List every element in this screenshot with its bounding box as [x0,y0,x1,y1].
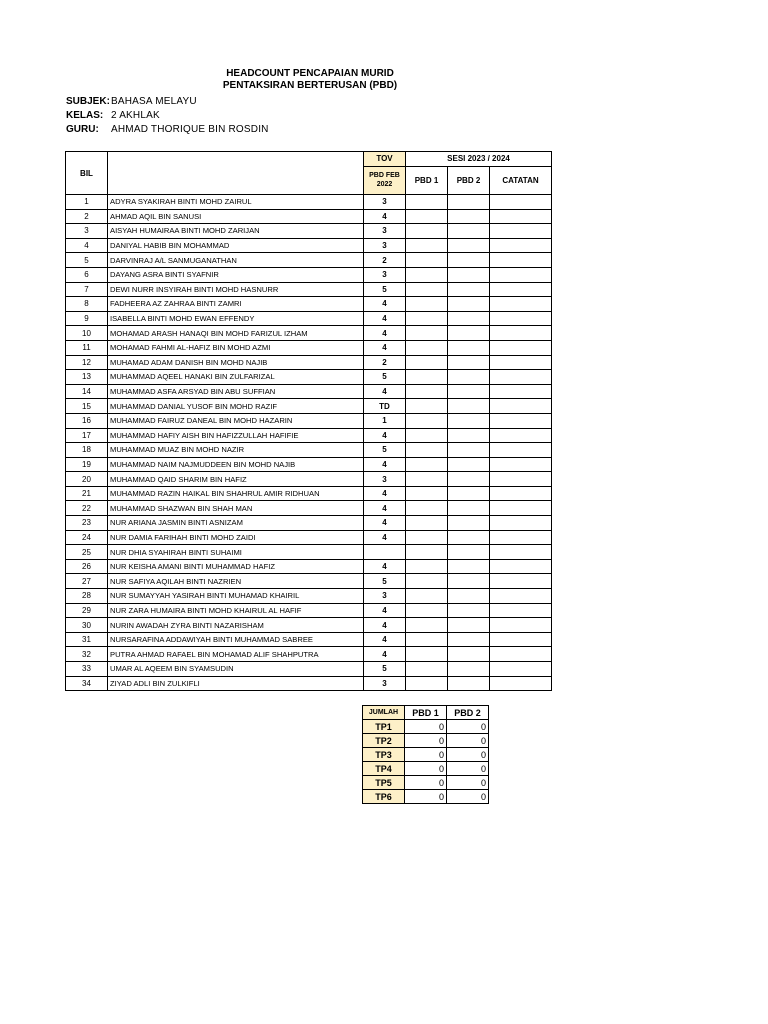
table-row [66,355,552,370]
catatan-cell[interactable] [490,370,552,385]
table-row [66,589,552,604]
table-row [66,326,552,341]
guru-value: AHMAD THORIQUE BIN ROSDIN [111,124,269,135]
row-number: 17 [66,428,108,443]
table-row [66,370,552,385]
pbd2-cell[interactable] [448,195,490,210]
student-name: NUR ARIANA JASMIN BINTI ASNIZAM [108,516,364,531]
summary-row [363,790,489,804]
row-number: 4 [66,238,108,253]
student-name: AISYAH HUMAIRAA BINTI MOHD ZARIJAN [108,224,364,239]
pbd2-cell[interactable] [448,457,490,472]
summary-pbd2-value: 0 [447,748,489,762]
student-name: NURSARAFINA ADDAWIYAH BINTI MUHAMMAD SABREE [108,632,364,647]
catatan-cell[interactable] [490,399,552,414]
catatan-cell[interactable] [490,530,552,545]
student-name: MUHAMMAD AQEEL HANAKI BIN ZULFARIZAL [108,370,364,385]
table-row [66,224,552,239]
pbd2-cell[interactable] [448,384,490,399]
row-number: 15 [66,399,108,414]
tov-score: 5 [364,443,406,458]
tov-score: 5 [364,282,406,297]
row-number: 33 [66,662,108,677]
summary-row [363,720,489,734]
row-number: 28 [66,589,108,604]
subjek-value: BAHASA MELAYU [111,96,197,107]
pbd2-cell[interactable] [448,486,490,501]
tov-score: 4 [364,530,406,545]
table-row [66,209,552,224]
row-number: 10 [66,326,108,341]
table-row [66,545,552,560]
tov-score: 4 [364,618,406,633]
summary-pbd1-header: PBD 1 [405,706,447,720]
student-name: MUHAMMAD DANIAL YUSOF BIN MOHD RAZIF [108,399,364,414]
pbd1-cell[interactable] [406,662,448,677]
student-name: NUR ZARA HUMAIRA BINTI MOHD KHAIRUL AL HAFIF [108,603,364,618]
row-number: 22 [66,501,108,516]
catatan-cell[interactable] [490,238,552,253]
row-number: 14 [66,384,108,399]
guru-label: GURU: [66,124,99,135]
row-number: 8 [66,297,108,312]
pbd1-cell[interactable] [406,618,448,633]
pbd2-cell[interactable] [448,413,490,428]
summary-pbd2-value: 0 [447,720,489,734]
student-name: MOHAMAD ARASH HANAQI BIN MOHD FARIZUL IZHAM [108,326,364,341]
table-row [66,340,552,355]
subjek-label: SUBJEK: [66,96,110,107]
table-row [66,238,552,253]
pbd-feb-line-2: 2022 [376,181,393,189]
student-name: MUHAMMAD FAIRUZ DANEAL BIN MOHD HAZARIN [108,413,364,428]
table-row [66,311,552,326]
catatan-cell[interactable] [490,632,552,647]
table-row [66,457,552,472]
catatan-cell[interactable] [490,574,552,589]
pbd1-cell[interactable] [406,384,448,399]
name-header [108,152,364,195]
table-row [66,297,552,312]
catatan-cell[interactable] [490,662,552,677]
pbd1-cell[interactable] [406,603,448,618]
student-name: MUHAMMAD ASFA ARSYAD BIN ABU SUFFIAN [108,384,364,399]
student-name: MUHAMAD ADAM DANISH BIN MOHD NAJIB [108,355,364,370]
pbd1-cell[interactable] [406,253,448,268]
pbd1-cell[interactable] [406,559,448,574]
pbd2-cell[interactable] [448,267,490,282]
catatan-cell[interactable] [490,443,552,458]
student-name: NURIN AWADAH ZYRA BINTI NAZARISHAM [108,618,364,633]
tp-label: TP1 [363,720,405,734]
pbd2-cell[interactable] [448,603,490,618]
row-number: 25 [66,545,108,560]
pbd2-cell[interactable] [448,399,490,414]
student-name: DAYANG ASRA BINTI SYAFNIR [108,267,364,282]
pbd1-cell[interactable] [406,238,448,253]
summary-header-row [363,706,489,720]
summary-pbd1-value: 0 [405,776,447,790]
kelas-value: 2 AKHLAK [111,110,160,121]
pbd2-cell[interactable] [448,559,490,574]
row-number: 13 [66,370,108,385]
pbd1-cell[interactable] [406,530,448,545]
row-number: 9 [66,311,108,326]
subjek-row [66,96,197,107]
tov-score: 4 [364,486,406,501]
pbd1-cell[interactable] [406,545,448,560]
title-line-2: PENTAKSIRAN BERTERUSAN (PBD) [222,80,398,91]
catatan-cell[interactable] [490,516,552,531]
pbd2-cell[interactable] [448,297,490,312]
table-row [66,443,552,458]
pbd1-cell[interactable] [406,501,448,516]
catatan-cell[interactable] [490,501,552,516]
student-name: MUHAMMAD HAFIY AISH BIN HAFIZZULLAH HAFIFIE [108,428,364,443]
pbd2-cell[interactable] [448,545,490,560]
catatan-cell[interactable] [490,297,552,312]
summary-pbd2-header: PBD 2 [447,706,489,720]
row-number: 3 [66,224,108,239]
pbd1-cell[interactable] [406,472,448,487]
row-number: 24 [66,530,108,545]
document-title [0,68,620,92]
tov-score: 2 [364,253,406,268]
table-row [66,195,552,210]
tov-score: 3 [364,589,406,604]
kelas-row [66,110,160,121]
pbd1-cell[interactable] [406,413,448,428]
pbd1-cell[interactable] [406,209,448,224]
student-name: FADHEERA AZ ZAHRAA BINTI ZAMRI [108,297,364,312]
pbd1-cell[interactable] [406,267,448,282]
table-row [66,559,552,574]
table-row [66,384,552,399]
pbd2-cell[interactable] [448,326,490,341]
tov-score: 4 [364,311,406,326]
table-row [66,676,552,691]
tov-score: 4 [364,384,406,399]
row-number: 31 [66,632,108,647]
catatan-cell[interactable] [490,282,552,297]
student-name: NUR SUMAYYAH YASIRAH BINTI MUHAMAD KHAIRIL [108,589,364,604]
pbd2-cell[interactable] [448,370,490,385]
tov-score: 3 [364,267,406,282]
student-name: NUR SAFIYA AQILAH BINTI NAZRIEN [108,574,364,589]
tp-label: TP5 [363,776,405,790]
pbd1-cell[interactable] [406,457,448,472]
catatan-cell[interactable] [490,224,552,239]
catatan-cell[interactable] [490,472,552,487]
table-row [66,603,552,618]
tov-score: 1 [364,413,406,428]
summary-pbd2-value: 0 [447,776,489,790]
tp-label: TP6 [363,790,405,804]
summary-pbd1-value: 0 [405,790,447,804]
catatan-cell[interactable] [490,559,552,574]
table-row [66,632,552,647]
student-name: MUHAMMAD SHAZWAN BIN SHAH MAN [108,501,364,516]
pbd1-cell[interactable] [406,224,448,239]
catatan-cell[interactable] [490,413,552,428]
row-number: 18 [66,443,108,458]
table-row [66,501,552,516]
student-name: AHMAD AQIL BIN SANUSI [108,209,364,224]
row-number: 7 [66,282,108,297]
summary-pbd1-value: 0 [405,734,447,748]
table-row [66,662,552,677]
tov-score: 5 [364,662,406,677]
row-number: 20 [66,472,108,487]
row-number: 30 [66,618,108,633]
pbd1-cell[interactable] [406,355,448,370]
pbd2-cell[interactable] [448,253,490,268]
tov-score: 2 [364,355,406,370]
row-number: 26 [66,559,108,574]
catatan-cell[interactable] [490,676,552,691]
pbd1-cell[interactable] [406,297,448,312]
row-number: 32 [66,647,108,662]
summary-pbd2-value: 0 [447,734,489,748]
summary-row [363,762,489,776]
summary-pbd2-value: 0 [447,762,489,776]
catatan-cell[interactable] [490,253,552,268]
tov-score: 3 [364,472,406,487]
tov-header: TOV [364,152,406,167]
table-row [66,282,552,297]
pbd2-cell[interactable] [448,282,490,297]
pbd2-cell[interactable] [448,340,490,355]
summary-table [362,705,489,804]
pbd2-cell[interactable] [448,472,490,487]
student-name: DEWI NURR INSYIRAH BINTI MOHD HASNURR [108,282,364,297]
pbd1-cell[interactable] [406,340,448,355]
row-number: 16 [66,413,108,428]
student-name: ZIYAD ADLI BIN ZULKIFLI [108,676,364,691]
tov-score: 3 [364,195,406,210]
table-row [66,413,552,428]
row-number: 11 [66,340,108,355]
tp-label: TP3 [363,748,405,762]
table-row [66,574,552,589]
catatan-cell[interactable] [490,209,552,224]
catatan-cell[interactable] [490,545,552,560]
student-name: ADYRA SYAKIRAH BINTI MOHD ZAIRUL [108,195,364,210]
student-name: DANIYAL HABIB BIN MOHAMMAD [108,238,364,253]
summary-row [363,748,489,762]
pbd2-cell[interactable] [448,618,490,633]
student-name: UMAR AL AQEEM BIN SYAMSUDIN [108,662,364,677]
table-row [66,253,552,268]
pbd2-cell[interactable] [448,238,490,253]
pbd2-cell[interactable] [448,355,490,370]
tov-score: 4 [364,632,406,647]
tov-score: 4 [364,501,406,516]
catatan-cell[interactable] [490,311,552,326]
catatan-cell[interactable] [490,326,552,341]
row-number: 12 [66,355,108,370]
pbd2-cell[interactable] [448,676,490,691]
student-name: NUR DHIA SYAHIRAH BINTI SUHAIMI [108,545,364,560]
pbd2-cell[interactable] [448,443,490,458]
pbd2-cell[interactable] [448,501,490,516]
tp-label: TP2 [363,734,405,748]
pbd1-cell[interactable] [406,632,448,647]
catatan-cell[interactable] [490,355,552,370]
row-number: 19 [66,457,108,472]
summary-pbd1-value: 0 [405,762,447,776]
table-row [66,647,552,662]
catatan-header: CATATAN [490,166,552,194]
catatan-cell[interactable] [490,486,552,501]
pbd1-cell[interactable] [406,589,448,604]
pbd1-cell[interactable] [406,282,448,297]
pbd1-cell[interactable] [406,443,448,458]
guru-row [66,124,269,135]
summary-row [363,734,489,748]
tov-score: 4 [364,647,406,662]
pbd1-cell[interactable] [406,326,448,341]
catatan-cell[interactable] [490,267,552,282]
pbd2-cell[interactable] [448,209,490,224]
pbd1-cell[interactable] [406,647,448,662]
header-row-1 [66,152,552,167]
table-row [66,428,552,443]
pbd1-cell[interactable] [406,574,448,589]
row-number: 29 [66,603,108,618]
row-number: 2 [66,209,108,224]
pbd-feb-header [364,166,406,194]
tov-score: 5 [364,574,406,589]
row-number: 6 [66,267,108,282]
tov-score: 5 [364,370,406,385]
tov-score: TD [364,399,406,414]
table-row [66,530,552,545]
pbd2-cell[interactable] [448,632,490,647]
tov-score: 3 [364,238,406,253]
row-number: 5 [66,253,108,268]
tov-score: 4 [364,457,406,472]
tov-score: 4 [364,516,406,531]
table-row [66,472,552,487]
student-name: PUTRA AHMAD RAFAEL BIN MOHAMAD ALIF SHAHPUTRA [108,647,364,662]
pbd2-cell[interactable] [448,428,490,443]
table-row [66,516,552,531]
tov-score: 4 [364,340,406,355]
pbd2-cell[interactable] [448,662,490,677]
catatan-cell[interactable] [490,195,552,210]
tov-score: 4 [364,559,406,574]
pbd1-cell[interactable] [406,370,448,385]
student-table [65,151,552,691]
title-line-1: HEADCOUNT PENCAPAIAN MURID [226,68,394,79]
row-number: 21 [66,486,108,501]
catatan-cell[interactable] [490,340,552,355]
student-name: ISABELLA BINTI MOHD EWAN EFFENDY [108,311,364,326]
pbd2-cell[interactable] [448,589,490,604]
pbd2-cell[interactable] [448,530,490,545]
row-number: 1 [66,195,108,210]
jumlah-label: JUMLAH [363,706,405,720]
tov-score [364,545,406,560]
summary-row [363,776,489,790]
sesi-header: SESI 2023 / 2024 [406,152,552,167]
tov-score: 4 [364,428,406,443]
summary-pbd1-value: 0 [405,748,447,762]
tov-score: 4 [364,209,406,224]
pbd2-cell[interactable] [448,516,490,531]
pbd1-cell[interactable] [406,428,448,443]
catatan-cell[interactable] [490,457,552,472]
pbd2-cell[interactable] [448,224,490,239]
student-name: MUHAMMAD QAID SHARIM BIN HAFIZ [108,472,364,487]
kelas-label: KELAS: [66,110,104,121]
catatan-cell[interactable] [490,603,552,618]
table-row [66,399,552,414]
tov-score: 4 [364,603,406,618]
catatan-cell[interactable] [490,589,552,604]
row-number: 27 [66,574,108,589]
tov-score: 4 [364,297,406,312]
tp-label: TP4 [363,762,405,776]
row-number: 23 [66,516,108,531]
student-name: NUR KEISHA AMANI BINTI MUHAMMAD HAFIZ [108,559,364,574]
student-name: MOHAMAD FAHMI AL-HAFIZ BIN MOHD AZMI [108,340,364,355]
bil-header: BIL [66,152,108,195]
tov-score: 3 [364,676,406,691]
catatan-cell[interactable] [490,384,552,399]
pbd1-cell[interactable] [406,516,448,531]
student-name: MUHAMMAD RAZIN HAIKAL BIN SHAHRUL AMIR RIDHUAN [108,486,364,501]
student-name: MUHAMMAD MUAZ BIN MOHD NAZIR [108,443,364,458]
pbd1-cell[interactable] [406,311,448,326]
row-number: 34 [66,676,108,691]
pbd2-header: PBD 2 [448,166,490,194]
table-row [66,486,552,501]
table-row [66,618,552,633]
student-name: DARVINRAJ A/L SANMUGANATHAN [108,253,364,268]
pbd-feb-line-1: PBD FEB [369,172,400,180]
catatan-cell[interactable] [490,647,552,662]
tov-score: 4 [364,326,406,341]
table-row [66,267,552,282]
tov-score: 3 [364,224,406,239]
summary-pbd1-value: 0 [405,720,447,734]
pbd1-cell[interactable] [406,486,448,501]
student-name: NUR DAMIA FARIHAH BINTI MOHD ZAIDI [108,530,364,545]
pbd1-cell[interactable] [406,195,448,210]
pbd2-cell[interactable] [448,311,490,326]
pbd1-cell[interactable] [406,399,448,414]
pbd1-cell[interactable] [406,676,448,691]
pbd1-header: PBD 1 [406,166,448,194]
pbd2-cell[interactable] [448,647,490,662]
summary-pbd2-value: 0 [447,790,489,804]
catatan-cell[interactable] [490,428,552,443]
pbd2-cell[interactable] [448,574,490,589]
catatan-cell[interactable] [490,618,552,633]
student-name: MUHAMMAD NAIM NAJMUDDEEN BIN MOHD NAJIB [108,457,364,472]
